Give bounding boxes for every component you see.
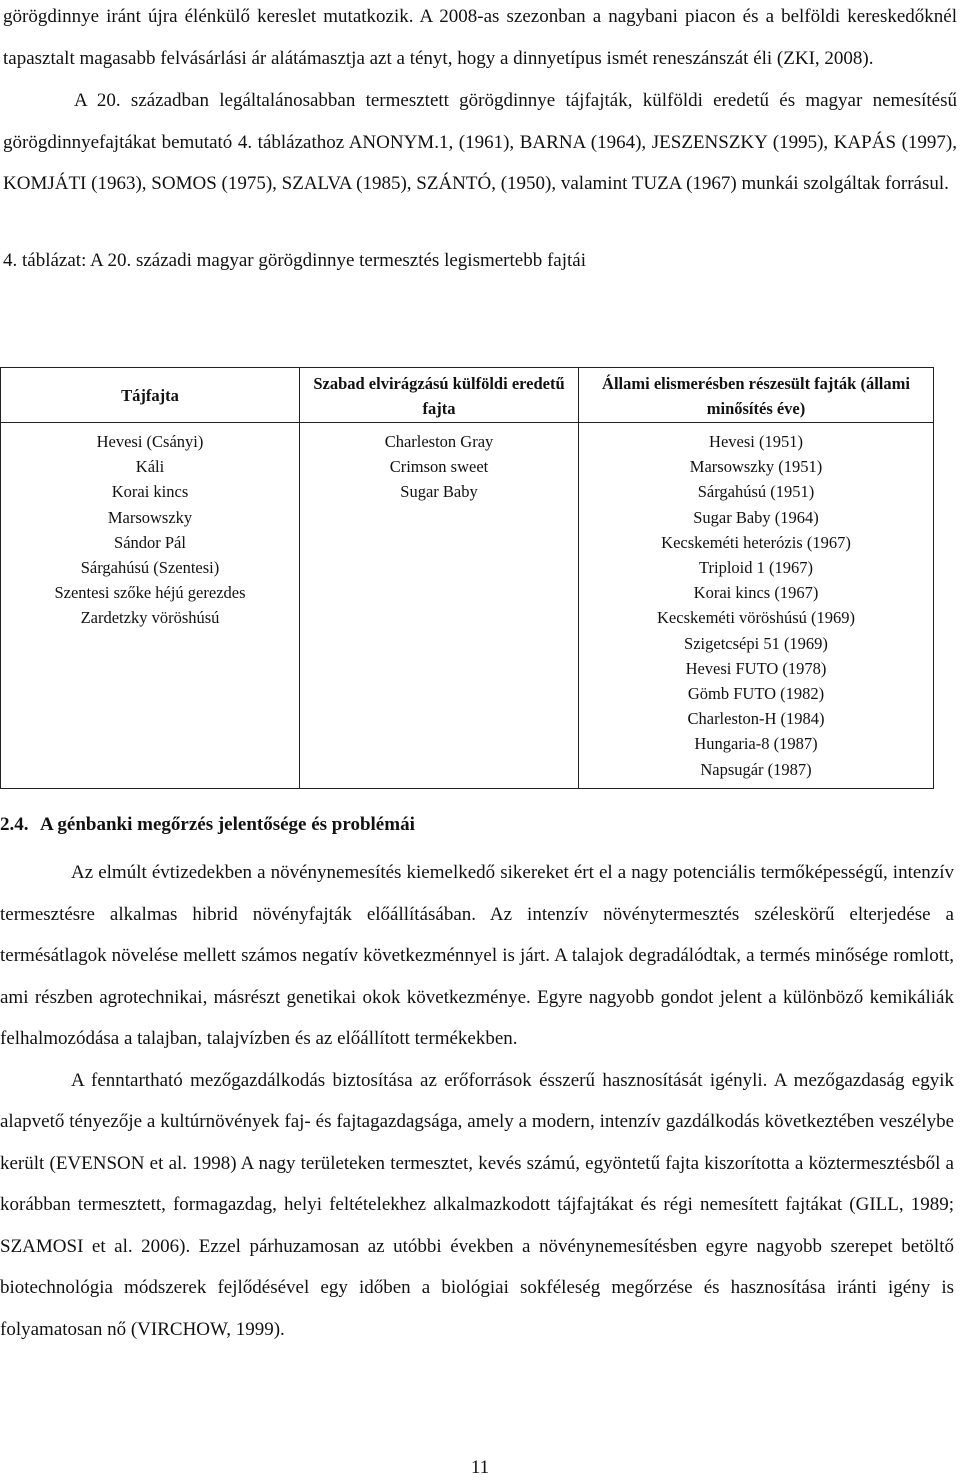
body-paragraph: Az elmúlt évtizedekben a növénynemesítés kiemelkedő sikereket ért el a nagy potenciális termőképességű, intenzív termesztésre alkalmas hibrid növényfajták előállításában. Az intenzív növénytermesztés széleskörű elterjedése a termésátlagok növelése mellett számos negatív következménnyel is járt. A talajok degradálódtak, a termés minősége romlott, ami részben agrotechnikai, másrészt genetikai okok következménye. Egyre nagyobb gondot jelent a különböző kemikáliák felhalmozódása a talajban, talajvízben és az előállított termékekben. — [0, 862, 954, 1049]
body-paragraph: A fenntartható mezőgazdálkodás biztosítása az erőforrások ésszerű hasznosítását igényli. A mezőgazdaság egyik alapvető tényezője a kultúrnövények faj- és fajtagazdagsága, amely a modern, intenzív gazdálkodás következtében veszélybe került (EVENSON et al. 1998) A nagy területeken termesztet, kevés számú, egyöntetű fajta kiszorította a köztermesztésből a korábban termesztett, formagazdag, helyi feltételekhez alkalmazkodott tájfajtákat és régi nemesített fajtákat (GILL, 1989; SZAMOSI et al. 2006). Ezzel párhuzamosan az utóbbi években a növénynemesítésben egyre nagyobb szerepet betöltő biotechnológia módszerek fejlődésével egy időben a biológiai sokféleség megőrzése és hasznosítása iránti igény is folyamatosan nő (VIRCHOW, 1999). — [0, 1069, 954, 1340]
sources-paragraph: A 20. században legáltalánosabban termesztett görögdinnye tájfajták, külföldi eredetű és magyar nemesítésű görögdinnyefajtákat bemutató 4. táblázathoz ANONYM.1, (1961), BARNA (1964), JESZENSZKY (1995), KAPÁS (1997), KOMJÁTI (1963), SOMOS (1975), SZALVA (1985), SZÁNTÓ, (1950), valamint TUZA (1967) munkái szolgáltak forrásul. — [3, 90, 957, 194]
table-cell: Triploid 1 (1967) — [699, 558, 813, 578]
table-cell: Marsowszky (1951) — [689, 457, 823, 477]
table-cell: Korai kincs — [111, 482, 189, 502]
section-body — [0, 852, 954, 1350]
table-cell: Kecskeméti heterózis (1967) — [661, 532, 851, 552]
table-cell: Korai kincs (1967) — [693, 583, 819, 603]
table-row — [1, 423, 934, 789]
table-cell: Szigetcsépi 51 (1969) — [684, 633, 828, 653]
table-cell: Szentesi szőke héjú gerezdes — [54, 583, 246, 603]
varieties-table — [0, 367, 934, 789]
table-header-foreign: Szabad elvirágzású külföldi eredetű fajta — [300, 368, 579, 423]
table-cell: Sugar Baby — [400, 482, 478, 502]
table-cell: Charleston Gray — [384, 432, 494, 451]
section-heading — [0, 814, 415, 836]
table-cell: Sándor Pál — [114, 532, 186, 552]
table-cell: Crimson sweet — [389, 457, 489, 477]
table-cell: Charleston-H (1984) — [687, 709, 825, 729]
table-cell: Sugar Baby (1964) — [693, 507, 819, 527]
table-cell: Sárgahúsú (1951) — [697, 482, 815, 502]
page-number: 11 — [470, 1457, 490, 1478]
table-header-row — [1, 368, 934, 423]
section-title: A génbanki megőrzés jelentősége és problémái — [40, 814, 415, 835]
table-cell: Kecskeméti vöröshúsú (1969) — [657, 608, 855, 628]
table-cell: Gömb FUTO (1982) — [687, 684, 825, 704]
table-cell: Sárgahúsú (Szentesi) — [80, 558, 220, 578]
intro-paragraph: görögdinnye iránt újra élénkülő kereslet mutatkozik. A 2008-as szezonban a nagybani piacon és a belföldi kereskedőknél tapasztalt magasabb felvásárlási ár alátámasztja azt a tényt, hogy a dinnyetípus ismét reneszánszát éli (ZKI, 2008). — [3, 6, 957, 69]
table-cell: Hevesi (1951) — [709, 432, 803, 451]
table-caption: 4. táblázat: A 20. századi magyar görögdinnye termesztés legismertebb fajtái — [3, 249, 586, 271]
document-page — [3, 0, 957, 273]
table-header-landrace: Tájfajta — [1, 368, 300, 423]
table-cell: Marsowszky — [107, 507, 193, 527]
table-cell: Káli — [135, 457, 165, 477]
table-cell: Hevesi (Csányi) — [96, 432, 204, 451]
table-cell: Napsugár (1987) — [700, 759, 812, 779]
table-cell: Hungaria-8 (1987) — [694, 734, 818, 754]
section-number: 2.4. — [0, 814, 29, 835]
table-column-foreign — [300, 423, 579, 789]
table-cell: Hevesi FUTO (1978) — [685, 658, 827, 678]
table-column-state-approved — [579, 423, 934, 789]
table-header-state-approved: Állami elismerésben részesült fajták (állami minősítés éve) — [579, 368, 934, 423]
table-cell: Zardetzky vöröshúsú — [80, 608, 220, 628]
table-column-landrace — [1, 423, 300, 789]
